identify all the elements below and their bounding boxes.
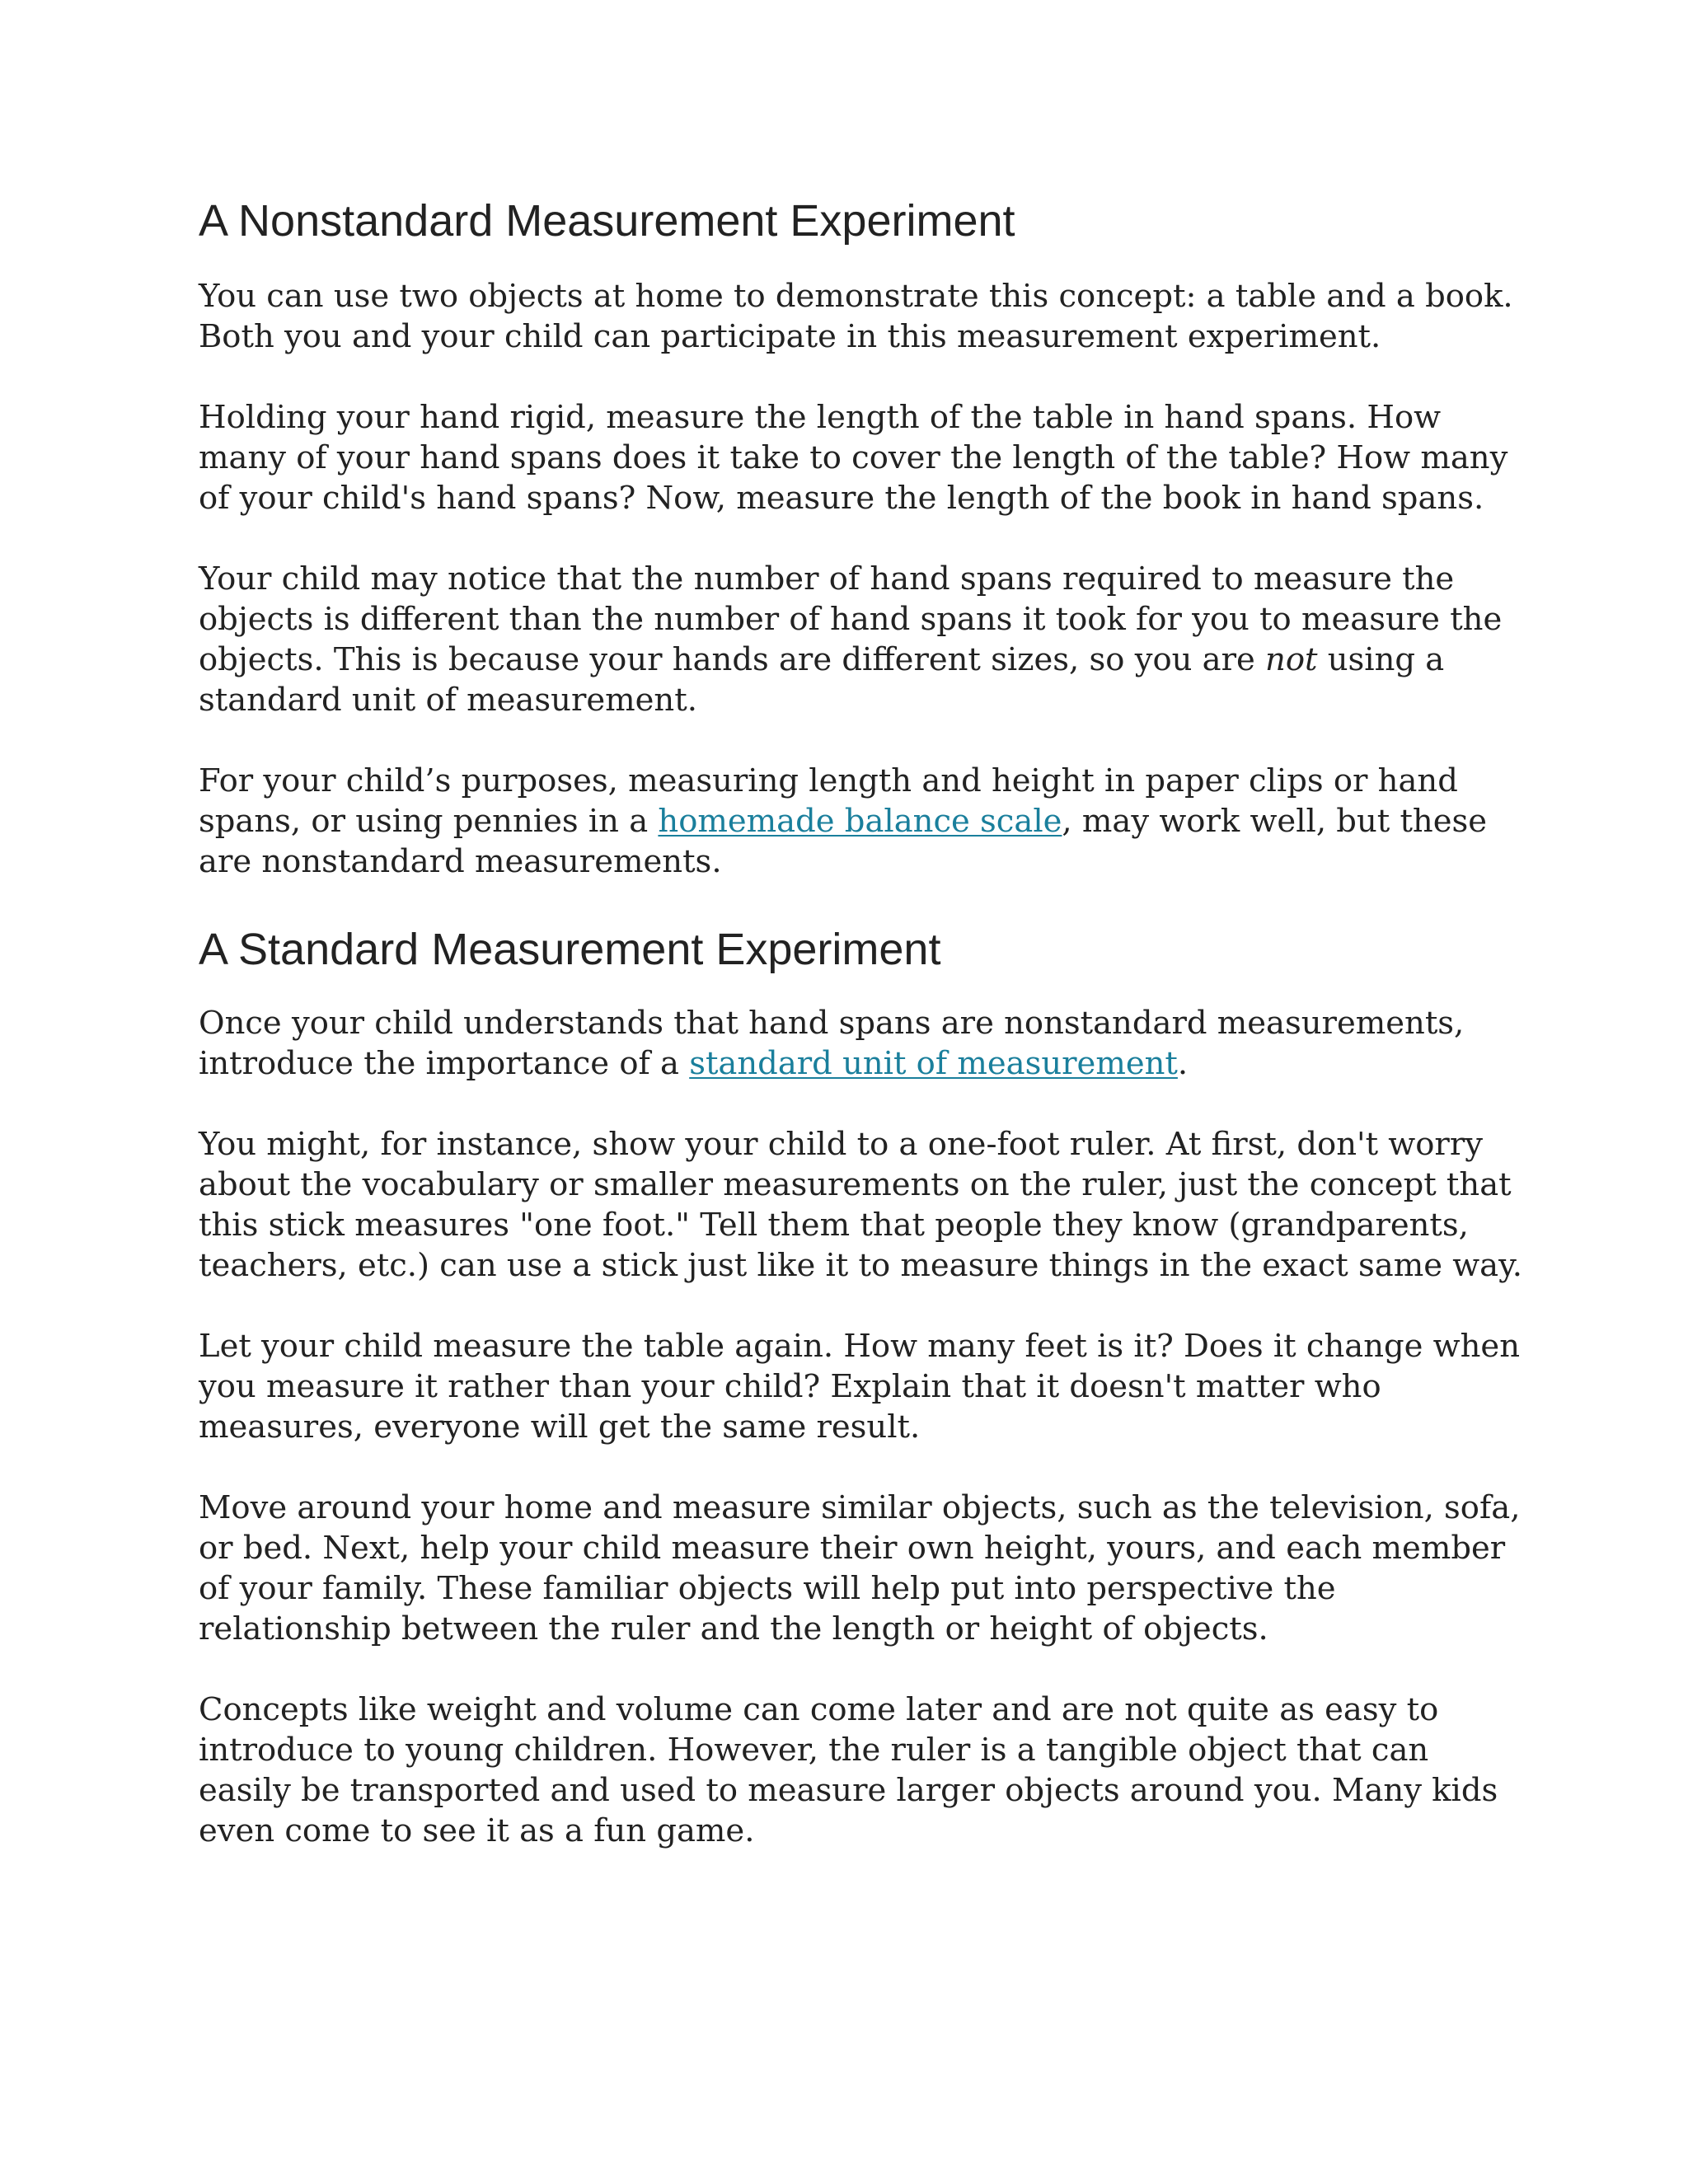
paragraph-line: relationship between the ruler and the length or height of objects. — [199, 1610, 1268, 1647]
paragraph-line: Your child may notice that the number of hand spans required to measure the — [199, 560, 1455, 598]
paragraph-line: You can use two objects at home to demonstrate this concept: a table and a book. — [199, 278, 1513, 315]
paragraph-line: measures, everyone will get the same result. — [199, 1408, 921, 1446]
paragraph-line: objects is different than the number of hand spans it took for you to measure the — [199, 601, 1503, 638]
text-run: using a — [1317, 641, 1445, 678]
paragraph-line: Once your child understands that hand spans are nonstandard measurements, — [199, 1005, 1465, 1042]
paragraph-weight-volume — [199, 1690, 1517, 1851]
paragraph-hand-spans — [199, 397, 1517, 518]
text-run: objects. This is because your hands are different sizes, so you are — [199, 641, 1266, 678]
paragraph-line: this stick measures "one foot." Tell them that people they know (grandparents, — [199, 1207, 1469, 1244]
paragraph-line: Let your child measure the table again. How many feet is it? Does it change when — [199, 1328, 1520, 1365]
text-run: . — [1177, 1045, 1189, 1082]
paragraph-intro — [199, 276, 1517, 357]
paragraph-standard-intro — [199, 1003, 1517, 1084]
paragraph-line: about the vocabulary or smaller measurements on the ruler, just the concept that — [199, 1166, 1512, 1203]
paragraph-line: even come to see it as a fun game. — [199, 1812, 755, 1849]
paragraph-measure-home-objects — [199, 1488, 1521, 1649]
paragraph-line: many of your hand spans does it take to cover the length of the table? How many — [199, 439, 1508, 476]
paragraph-line: of your family. These familiar objects will help put into perspective the — [199, 1570, 1336, 1607]
paragraph-line: are nonstandard measurements. — [199, 843, 722, 880]
homemade-balance-scale-link[interactable]: homemade balance scale — [658, 803, 1062, 840]
article-body — [199, 194, 1523, 1851]
paragraph-line: You might, for instance, show your child to a one-foot ruler. At first, don't worry — [199, 1126, 1483, 1163]
paragraph-line: For your child’s purposes, measuring length and height in paper clips or hand — [199, 762, 1458, 799]
standard-unit-of-measurement-link[interactable]: standard unit of measurement — [689, 1045, 1178, 1082]
paragraph-line — [199, 1043, 1517, 1084]
paragraph-line: of your child's hand spans? Now, measure the length of the book in hand spans. — [199, 480, 1484, 517]
text-run: introduce the importance of a — [199, 1045, 690, 1082]
text-run: , may work well, but these — [1062, 803, 1488, 840]
paragraph-line: standard unit of measurement. — [199, 682, 697, 719]
paragraph-one-foot-ruler — [199, 1124, 1523, 1286]
paragraph-nonstandard-measurements — [199, 761, 1517, 882]
paragraph-line: introduce to young children. However, the ruler is a tangible object that can — [199, 1732, 1429, 1769]
paragraph-line: Move around your home and measure similar objects, such as the television, sofa, — [199, 1489, 1521, 1526]
section-heading-standard: A Standard Measurement Experiment — [199, 925, 941, 974]
paragraph-line: Concepts like weight and volume can come later and are not quite as easy to — [199, 1691, 1439, 1728]
paragraph-line: easily be transported and used to measure larger objects around you. Many kids — [199, 1772, 1498, 1809]
paragraph-measure-table-again — [199, 1326, 1520, 1447]
section-heading-nonstandard: A Nonstandard Measurement Experiment — [199, 196, 1015, 246]
paragraph-line: or bed. Next, help your child measure their own height, yours, and each member — [199, 1530, 1506, 1567]
paragraph-line: Both you and your child can participate in this measurement experiment. — [199, 318, 1381, 355]
paragraph-line: teachers, etc.) can use a stick just like it to measure things in the exact same way. — [199, 1247, 1523, 1284]
emphasis-not: not — [1265, 641, 1318, 678]
paragraph-different-sizes — [199, 559, 1517, 720]
paragraph-line: Holding your hand rigid, measure the length of the table in hand spans. How — [199, 399, 1442, 436]
paragraph-line — [199, 640, 1517, 680]
paragraph-line: you measure it rather than your child? Explain that it doesn't matter who — [199, 1368, 1381, 1405]
paragraph-line — [199, 801, 1517, 841]
text-run: spans, or using pennies in a — [199, 803, 659, 840]
